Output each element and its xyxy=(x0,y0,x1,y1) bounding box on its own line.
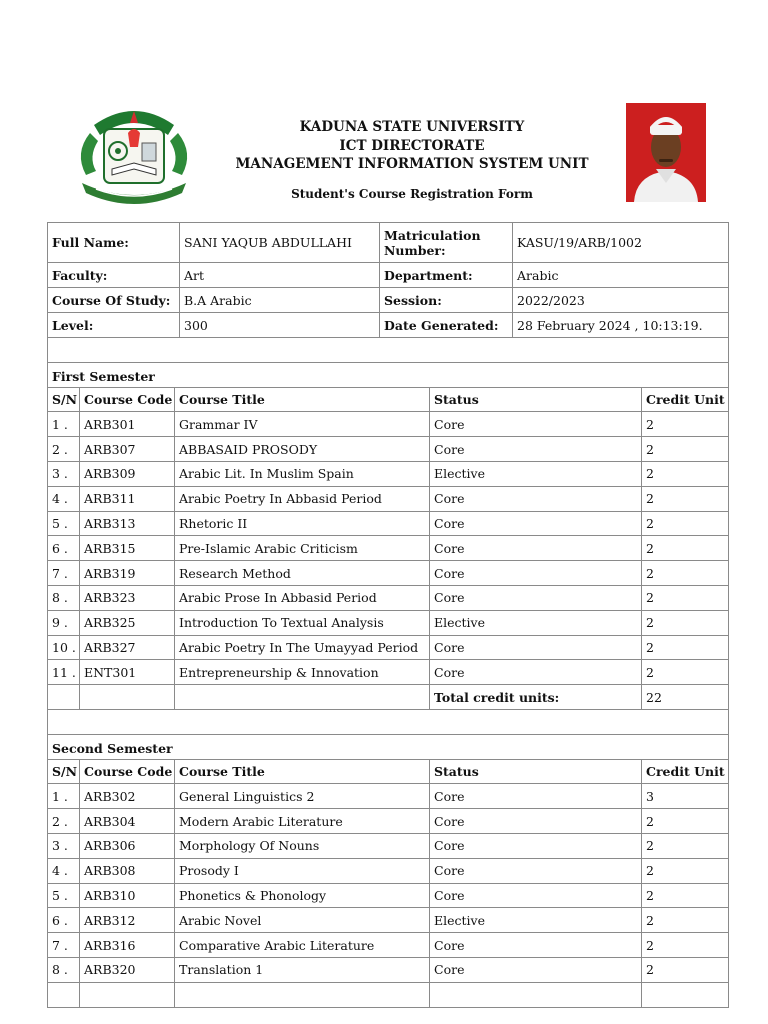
table-row xyxy=(48,809,729,834)
empty-cell xyxy=(80,685,175,710)
course-credit: 2 xyxy=(642,933,729,958)
course-sn: 3 . xyxy=(48,461,80,486)
course-value: B.A Arabic xyxy=(180,288,380,313)
course-title: Modern Arabic Literature xyxy=(175,809,430,834)
full-name-value: SANI YAQUB ABDULLAHI xyxy=(180,223,380,263)
course-code: ARB301 xyxy=(80,412,175,437)
column-header-status: Status xyxy=(430,759,642,784)
course-status: Core xyxy=(430,437,642,462)
department-label: Department: xyxy=(380,263,513,288)
course-sn: 1 . xyxy=(48,784,80,809)
course-title: Arabic Novel xyxy=(175,908,430,933)
course-code: ARB304 xyxy=(80,809,175,834)
course-title: Rhetoric II xyxy=(175,511,430,536)
course-status: Core xyxy=(430,957,642,982)
table-row xyxy=(48,933,729,958)
course-credit: 2 xyxy=(642,486,729,511)
course-credit: 2 xyxy=(642,908,729,933)
course-sn: 6 . xyxy=(48,908,80,933)
table-row xyxy=(48,908,729,933)
course-code: ARB311 xyxy=(80,486,175,511)
course-title: General Linguistics 2 xyxy=(175,784,430,809)
course-title: Pre-Islamic Arabic Criticism xyxy=(175,536,430,561)
full-name-label: Full Name: xyxy=(48,223,180,263)
course-status: Core xyxy=(430,486,642,511)
table-row xyxy=(48,561,729,586)
first-semester-heading: First Semester xyxy=(48,362,729,387)
department-value: Arabic xyxy=(513,263,729,288)
course-code: ARB302 xyxy=(80,784,175,809)
course-title: Prosody I xyxy=(175,858,430,883)
course-code: ENT301 xyxy=(80,660,175,685)
column-header-sn: S/N xyxy=(48,387,80,412)
empty-cell xyxy=(48,982,80,1007)
university-logo-icon xyxy=(68,103,200,207)
course-credit: 2 xyxy=(642,437,729,462)
second-semester-heading-row xyxy=(48,734,729,759)
course-table xyxy=(47,337,729,1008)
table-row xyxy=(48,610,729,635)
course-sn: 11 . xyxy=(48,660,80,685)
course-code: ARB315 xyxy=(80,536,175,561)
table-row xyxy=(48,461,729,486)
empty-cell xyxy=(430,982,642,1007)
course-sn: 8 . xyxy=(48,585,80,610)
course-status: Core xyxy=(430,858,642,883)
empty-cell xyxy=(48,685,80,710)
course-title: ABBASAID PROSODY xyxy=(175,437,430,462)
course-title: Research Method xyxy=(175,561,430,586)
first-semester-heading-row xyxy=(48,362,729,387)
course-code: ARB320 xyxy=(80,957,175,982)
info-row-name xyxy=(48,223,729,263)
level-label: Level: xyxy=(48,313,180,338)
info-row-course xyxy=(48,288,729,313)
course-status: Core xyxy=(430,635,642,660)
info-row-faculty xyxy=(48,263,729,288)
course-code: ARB309 xyxy=(80,461,175,486)
form-title: Student's Course Registration Form xyxy=(291,186,533,201)
table-row xyxy=(48,883,729,908)
table-row xyxy=(48,784,729,809)
empty-cell xyxy=(80,982,175,1007)
course-status: Core xyxy=(430,933,642,958)
spacer-cell xyxy=(48,709,729,734)
course-sn: 10 . xyxy=(48,635,80,660)
course-status: Core xyxy=(430,412,642,437)
course-title: Introduction To Textual Analysis xyxy=(175,610,430,635)
header-titles xyxy=(200,118,624,201)
course-credit: 2 xyxy=(642,585,729,610)
course-credit: 2 xyxy=(642,957,729,982)
total-credit-value: 22 xyxy=(642,685,729,710)
course-status: Core xyxy=(430,511,642,536)
table-row xyxy=(48,833,729,858)
course-credit: 2 xyxy=(642,883,729,908)
course-title: Comparative Arabic Literature xyxy=(175,933,430,958)
course-code: ARB323 xyxy=(80,585,175,610)
table-row xyxy=(48,635,729,660)
course-title: Arabic Prose In Abbasid Period xyxy=(175,585,430,610)
matric-label: Matriculation Number: xyxy=(380,223,513,263)
course-code: ARB308 xyxy=(80,858,175,883)
course-code: ARB319 xyxy=(80,561,175,586)
table-row xyxy=(48,660,729,685)
course-code: ARB307 xyxy=(80,437,175,462)
date-label: Date Generated: xyxy=(380,313,513,338)
course-title: Phonetics & Phonology xyxy=(175,883,430,908)
course-sn: 2 . xyxy=(48,809,80,834)
column-header-status: Status xyxy=(430,387,642,412)
course-sn: 5 . xyxy=(48,511,80,536)
column-header-title: Course Title xyxy=(175,759,430,784)
table-row-cutoff xyxy=(48,982,729,1007)
course-status: Core xyxy=(430,833,642,858)
column-header-code: Course Code xyxy=(80,387,175,412)
column-header-credit: Credit Unit xyxy=(642,759,729,784)
course-credit: 2 xyxy=(642,461,729,486)
course-title: Morphology Of Nouns xyxy=(175,833,430,858)
table-row xyxy=(48,486,729,511)
directorate-name: ICT DIRECTORATE xyxy=(339,137,485,154)
course-code: ARB327 xyxy=(80,635,175,660)
course-table-body xyxy=(48,338,729,1008)
table-row xyxy=(48,437,729,462)
table-row xyxy=(48,536,729,561)
course-status: Core xyxy=(430,883,642,908)
course-credit: 2 xyxy=(642,412,729,437)
faculty-value: Art xyxy=(180,263,380,288)
course-code: ARB310 xyxy=(80,883,175,908)
table-row xyxy=(48,858,729,883)
date-value: 28 February 2024 , 10:13:19. xyxy=(513,313,729,338)
course-status: Core xyxy=(430,660,642,685)
course-title: Arabic Poetry In The Umayyad Period xyxy=(175,635,430,660)
course-credit: 2 xyxy=(642,561,729,586)
course-sn: 4 . xyxy=(48,486,80,511)
first-semester-total-row xyxy=(48,685,729,710)
course-sn: 5 . xyxy=(48,883,80,908)
column-header-credit: Credit Unit xyxy=(642,387,729,412)
course-credit: 2 xyxy=(642,858,729,883)
table-row xyxy=(48,412,729,437)
course-credit: 2 xyxy=(642,833,729,858)
session-value: 2022/2023 xyxy=(513,288,729,313)
document-header xyxy=(0,0,768,222)
unit-name: MANAGEMENT INFORMATION SYSTEM UNIT xyxy=(235,156,589,172)
spacer-row xyxy=(48,338,729,363)
course-title: Arabic Lit. In Muslim Spain xyxy=(175,461,430,486)
course-status: Core xyxy=(430,561,642,586)
course-status: Core xyxy=(430,809,642,834)
spacer-cell xyxy=(48,338,729,363)
course-sn: 1 . xyxy=(48,412,80,437)
course-label: Course Of Study: xyxy=(48,288,180,313)
table-row xyxy=(48,511,729,536)
course-sn: 7 . xyxy=(48,561,80,586)
empty-cell xyxy=(642,982,729,1007)
course-title: Arabic Poetry In Abbasid Period xyxy=(175,486,430,511)
matric-value: KASU/19/ARB/1002 xyxy=(513,223,729,263)
empty-cell xyxy=(175,685,430,710)
spacer-row xyxy=(48,709,729,734)
student-info-table xyxy=(47,222,729,338)
course-credit: 2 xyxy=(642,809,729,834)
table-row xyxy=(48,585,729,610)
course-credit: 2 xyxy=(642,635,729,660)
course-sn: 6 . xyxy=(48,536,80,561)
course-credit: 2 xyxy=(642,511,729,536)
course-status: Core xyxy=(430,536,642,561)
course-sn: 9 . xyxy=(48,610,80,635)
course-credit: 3 xyxy=(642,784,729,809)
course-sn: 7 . xyxy=(48,933,80,958)
course-sn: 3 . xyxy=(48,833,80,858)
course-sn: 4 . xyxy=(48,858,80,883)
session-label: Session: xyxy=(380,288,513,313)
course-title: Grammar IV xyxy=(175,412,430,437)
course-title: Entrepreneurship & Innovation xyxy=(175,660,430,685)
course-credit: 2 xyxy=(642,660,729,685)
course-title: Translation 1 xyxy=(175,957,430,982)
course-sn: 2 . xyxy=(48,437,80,462)
second-semester-heading: Second Semester xyxy=(48,734,729,759)
university-name: KADUNA STATE UNIVERSITY xyxy=(299,119,525,135)
second-semester-column-header-row xyxy=(48,759,729,784)
course-code: ARB316 xyxy=(80,933,175,958)
first-semester-column-header-row xyxy=(48,387,729,412)
course-status: Core xyxy=(430,784,642,809)
total-credit-label: Total credit units: xyxy=(430,685,642,710)
faculty-label: Faculty: xyxy=(48,263,180,288)
course-code: ARB312 xyxy=(80,908,175,933)
course-code: ARB306 xyxy=(80,833,175,858)
course-code: ARB325 xyxy=(80,610,175,635)
course-credit: 2 xyxy=(642,536,729,561)
student-photo xyxy=(626,103,706,202)
empty-cell xyxy=(175,982,430,1007)
course-sn: 8 . xyxy=(48,957,80,982)
column-header-code: Course Code xyxy=(80,759,175,784)
column-header-sn: S/N xyxy=(48,759,80,784)
level-value: 300 xyxy=(180,313,380,338)
table-row xyxy=(48,957,729,982)
course-status: Elective xyxy=(430,908,642,933)
column-header-title: Course Title xyxy=(175,387,430,412)
course-status: Elective xyxy=(430,610,642,635)
course-credit: 2 xyxy=(642,610,729,635)
info-row-level xyxy=(48,313,729,338)
course-code: ARB313 xyxy=(80,511,175,536)
course-status: Elective xyxy=(430,461,642,486)
course-status: Core xyxy=(430,585,642,610)
